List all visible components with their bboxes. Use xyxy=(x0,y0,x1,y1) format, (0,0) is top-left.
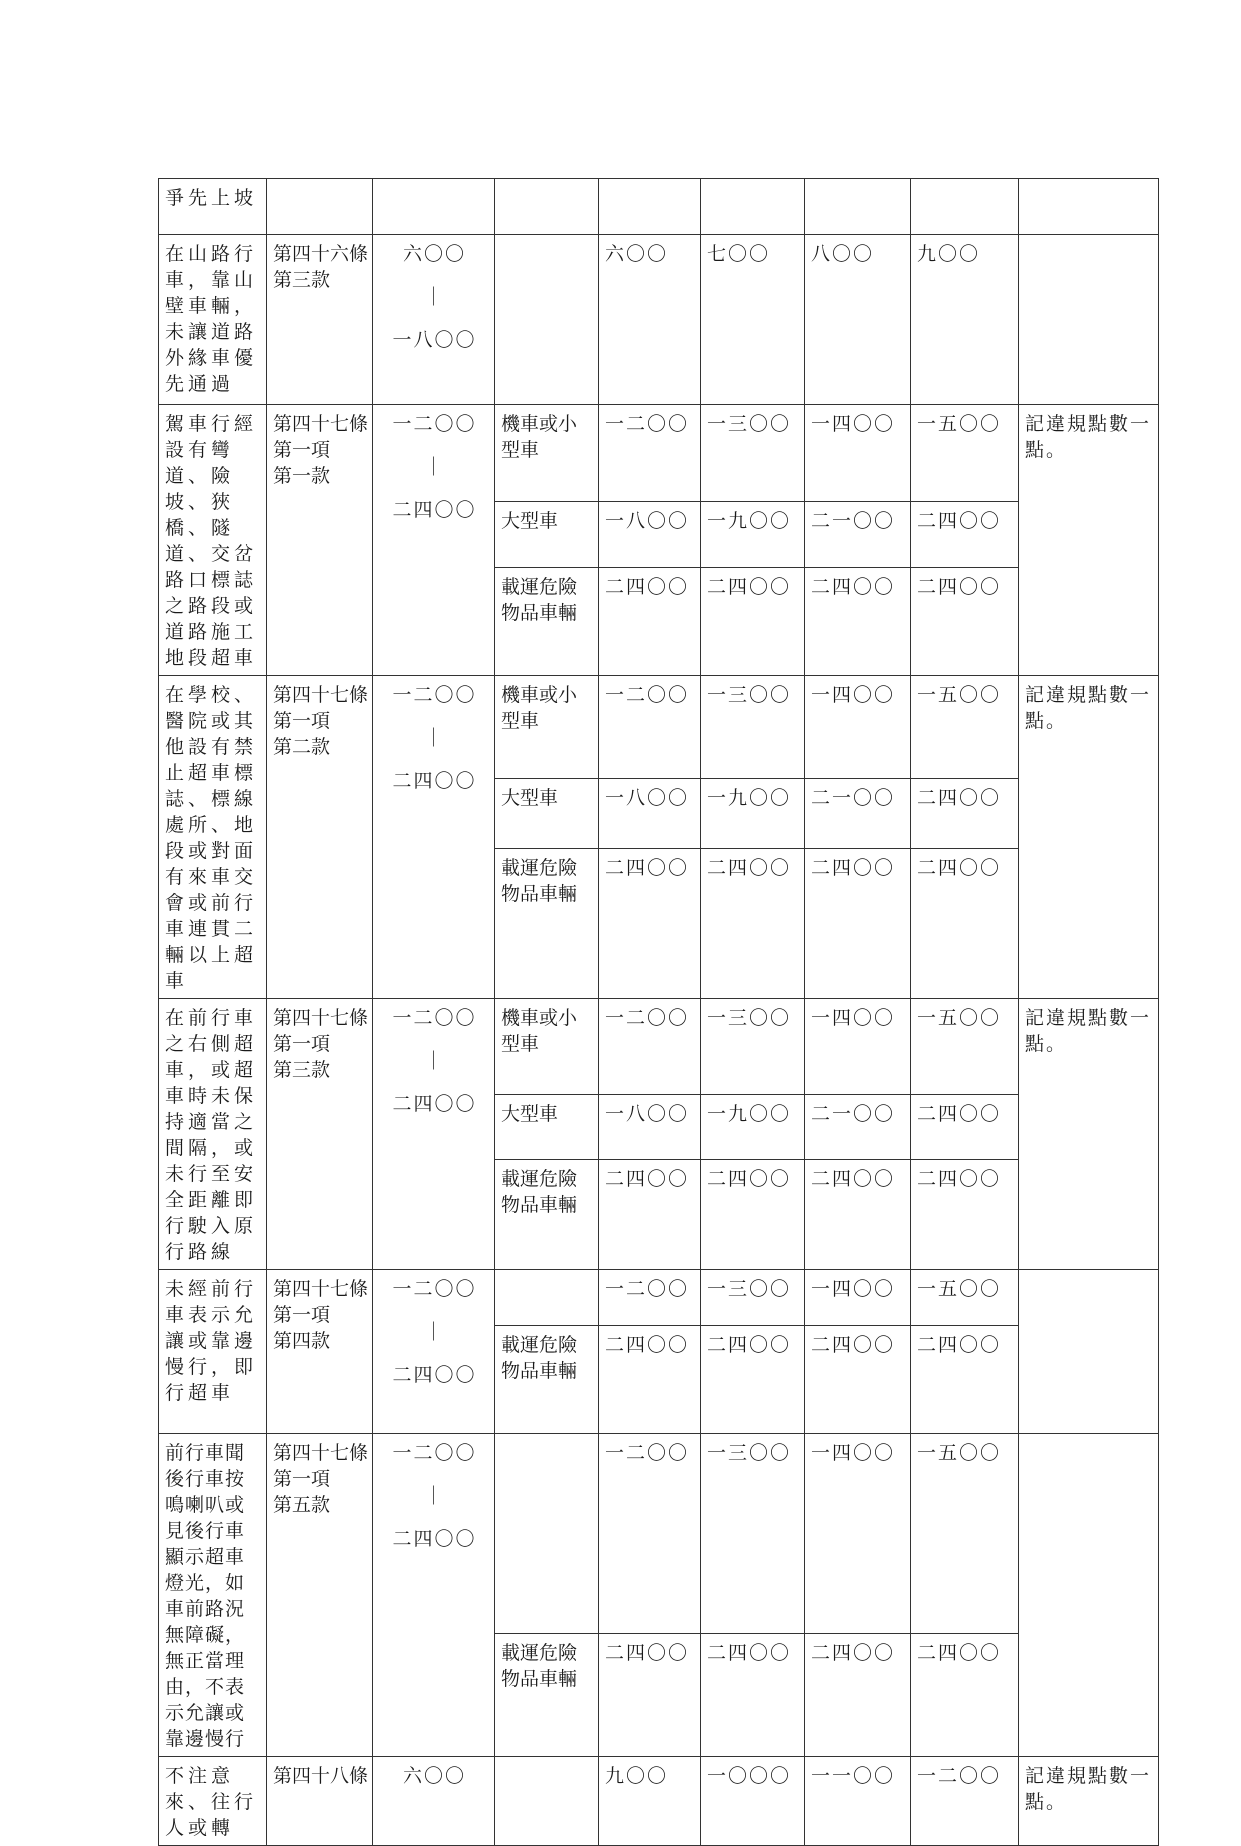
fine-amount: 一二〇〇 xyxy=(599,1434,701,1634)
range-separator: ｜ xyxy=(423,1485,445,1507)
law-article: 第四十七條 第一項 第四款 xyxy=(267,1270,373,1434)
fine-min: 一二〇〇 xyxy=(392,1442,477,1464)
fine-amount: 一三〇〇 xyxy=(701,405,805,502)
fine-amount: 二四〇〇 xyxy=(701,1326,805,1434)
violation-description: 前行車聞後行車按鳴喇叭或見後行車顯示超車燈光，如車前路況無障礙，無正當理由，不表示允讓或靠邊慢行 xyxy=(159,1434,267,1757)
fine-amount: 一三〇〇 xyxy=(701,1270,805,1326)
fine-max: 二四〇〇 xyxy=(392,1093,477,1115)
fine-range xyxy=(373,1757,495,1846)
fine-amount: 一四〇〇 xyxy=(805,405,911,502)
table-row xyxy=(159,1757,1159,1846)
fine-max: 二四〇〇 xyxy=(392,1364,477,1386)
fine-range xyxy=(373,1434,495,1757)
range-separator: ｜ xyxy=(423,286,445,308)
range-separator: ｜ xyxy=(423,456,445,478)
vehicle-type: 載運危險物品車輛 xyxy=(495,1160,599,1270)
fine-range xyxy=(373,1270,495,1434)
law-article: 第四十七條 第一項 第五款 xyxy=(267,1434,373,1757)
table-row xyxy=(159,999,1159,1095)
penalty-note: 記違規點數一點。 xyxy=(1019,1757,1159,1846)
table-row xyxy=(159,179,1159,235)
table-row xyxy=(159,405,1159,502)
fine-amount: 二四〇〇 xyxy=(911,501,1019,567)
law-article: 第四十七條 第一項 第一款 xyxy=(267,405,373,676)
vehicle-type: 機車或小型車 xyxy=(495,999,599,1095)
law-article: 第四十七條 第一項 第二款 xyxy=(267,676,373,999)
fine-amount: 二四〇〇 xyxy=(599,848,701,998)
violation-description: 未經前行車表示允讓或靠邊慢行，即行超車 xyxy=(159,1270,267,1434)
violation-description: 爭先上坡 xyxy=(159,179,267,235)
fine-amount: 一二〇〇 xyxy=(599,676,701,779)
fine-amount: 二四〇〇 xyxy=(911,1326,1019,1434)
fine-amount: 一四〇〇 xyxy=(805,676,911,779)
table-row xyxy=(159,1434,1159,1634)
law-article: 第四十八條 xyxy=(267,1757,373,1846)
law-article: 第四十七條 第一項 第三款 xyxy=(267,999,373,1270)
fine-amount: 二四〇〇 xyxy=(911,1633,1019,1756)
fine-amount: 二四〇〇 xyxy=(911,848,1019,998)
fine-amount: 一二〇〇 xyxy=(599,999,701,1095)
penalty-note: 記違規點數一點。 xyxy=(1019,405,1159,676)
fine-amount: 一九〇〇 xyxy=(701,501,805,567)
fine-amount: 二四〇〇 xyxy=(805,848,911,998)
fine-range xyxy=(373,405,495,676)
fine-amount: 二四〇〇 xyxy=(805,1160,911,1270)
fine-amount: 六〇〇 xyxy=(599,235,701,405)
fine-amount: 一一〇〇 xyxy=(805,1757,911,1846)
fine-amount: 二四〇〇 xyxy=(911,567,1019,675)
fine-amount: 二四〇〇 xyxy=(599,1326,701,1434)
fine-amount: 一四〇〇 xyxy=(805,1270,911,1326)
fine-amount: 一九〇〇 xyxy=(701,778,805,848)
vehicle-type: 機車或小型車 xyxy=(495,676,599,779)
law-article: 第四十六條 第三款 xyxy=(267,235,373,405)
range-separator: ｜ xyxy=(423,1321,445,1343)
fine-amount: 二四〇〇 xyxy=(805,567,911,675)
fine-range xyxy=(373,235,495,405)
fine-amount: 七〇〇 xyxy=(701,235,805,405)
fine-amount: 二四〇〇 xyxy=(599,567,701,675)
violation-description: 不注意來、往行人或轉 xyxy=(159,1757,267,1846)
fine-max: 一八〇〇 xyxy=(392,329,477,351)
fine-amount: 一八〇〇 xyxy=(599,1094,701,1159)
fine-amount: 一九〇〇 xyxy=(701,1094,805,1159)
fine-max: 二四〇〇 xyxy=(392,770,477,792)
fine-amount: 二一〇〇 xyxy=(805,778,911,848)
violation-description: 駕車行經設有彎道、險坡、狹橋、隧道、交岔路口標誌之路段或道路施工地段超車 xyxy=(159,405,267,676)
fine-amount: 二一〇〇 xyxy=(805,501,911,567)
violation-description: 在學校、醫院或其他設有禁止超車標誌、標線處所、地段或對面有來車交會或前行車連貫二輛以上超車 xyxy=(159,676,267,999)
fine-amount: 二四〇〇 xyxy=(805,1633,911,1756)
fine-amount: 一四〇〇 xyxy=(805,1434,911,1634)
fine-amount: 二四〇〇 xyxy=(701,848,805,998)
fine-amount: 二四〇〇 xyxy=(599,1160,701,1270)
violation-description: 在前行車之右側超車，或超車時未保持適當之間隔，或未行至安全距離即行駛入原行路線 xyxy=(159,999,267,1270)
fine-amount: 一三〇〇 xyxy=(701,1434,805,1634)
fine-min: 一二〇〇 xyxy=(392,684,477,706)
vehicle-type xyxy=(495,1434,599,1634)
range-separator: ｜ xyxy=(423,1050,445,1072)
vehicle-type: 大型車 xyxy=(495,778,599,848)
fine-min: 六〇〇 xyxy=(402,243,466,265)
vehicle-type: 載運危險物品車輛 xyxy=(495,848,599,998)
fine-amount: 二四〇〇 xyxy=(805,1326,911,1434)
fine-amount: 二四〇〇 xyxy=(911,1160,1019,1270)
penalty-note: 記違規點數一點。 xyxy=(1019,999,1159,1270)
fine-amount: 一五〇〇 xyxy=(911,1434,1019,1634)
table-row xyxy=(159,1270,1159,1326)
fine-min: 一二〇〇 xyxy=(392,1007,477,1029)
fine-table xyxy=(158,178,1159,1846)
fine-amount: 九〇〇 xyxy=(911,235,1019,405)
fine-amount: 一二〇〇 xyxy=(911,1757,1019,1846)
vehicle-type: 機車或小型車 xyxy=(495,405,599,502)
fine-amount: 二四〇〇 xyxy=(911,1094,1019,1159)
fine-amount: 一三〇〇 xyxy=(701,676,805,779)
fine-amount: 一二〇〇 xyxy=(599,1270,701,1326)
vehicle-type xyxy=(495,1270,599,1326)
vehicle-type: 載運危險物品車輛 xyxy=(495,1326,599,1434)
vehicle-type: 載運危險物品車輛 xyxy=(495,567,599,675)
fine-min: 一二〇〇 xyxy=(392,1278,477,1300)
fine-amount: 二四〇〇 xyxy=(701,1633,805,1756)
fine-amount: 八〇〇 xyxy=(805,235,911,405)
fine-range xyxy=(373,676,495,999)
fine-amount: 一四〇〇 xyxy=(805,999,911,1095)
fine-amount: 一〇〇〇 xyxy=(701,1757,805,1846)
penalty-note: 記違規點數一點。 xyxy=(1019,676,1159,999)
fine-amount: 一五〇〇 xyxy=(911,1270,1019,1326)
fine-amount: 一五〇〇 xyxy=(911,405,1019,502)
vehicle-type: 大型車 xyxy=(495,501,599,567)
fine-range xyxy=(373,999,495,1270)
fine-amount: 二一〇〇 xyxy=(805,1094,911,1159)
fine-amount: 一二〇〇 xyxy=(599,405,701,502)
table-row xyxy=(159,676,1159,779)
fine-amount: 二四〇〇 xyxy=(911,778,1019,848)
violation-description: 在山路行車，靠山壁車輛，未讓道路外緣車優先通過 xyxy=(159,235,267,405)
table-row xyxy=(159,235,1159,405)
fine-amount: 二四〇〇 xyxy=(599,1633,701,1756)
fine-amount: 一五〇〇 xyxy=(911,676,1019,779)
fine-amount: 二四〇〇 xyxy=(701,1160,805,1270)
fine-max: 二四〇〇 xyxy=(392,499,477,521)
fine-amount: 一三〇〇 xyxy=(701,999,805,1095)
fine-min: 六〇〇 xyxy=(402,1765,466,1787)
fine-min: 一二〇〇 xyxy=(392,413,477,435)
vehicle-type: 大型車 xyxy=(495,1094,599,1159)
fine-max: 二四〇〇 xyxy=(392,1528,477,1550)
range-separator: ｜ xyxy=(423,727,445,749)
fine-amount: 一八〇〇 xyxy=(599,501,701,567)
fine-amount: 一五〇〇 xyxy=(911,999,1019,1095)
fine-amount: 九〇〇 xyxy=(599,1757,701,1846)
fine-amount: 一八〇〇 xyxy=(599,778,701,848)
vehicle-type: 載運危險物品車輛 xyxy=(495,1633,599,1756)
fine-amount: 二四〇〇 xyxy=(701,567,805,675)
